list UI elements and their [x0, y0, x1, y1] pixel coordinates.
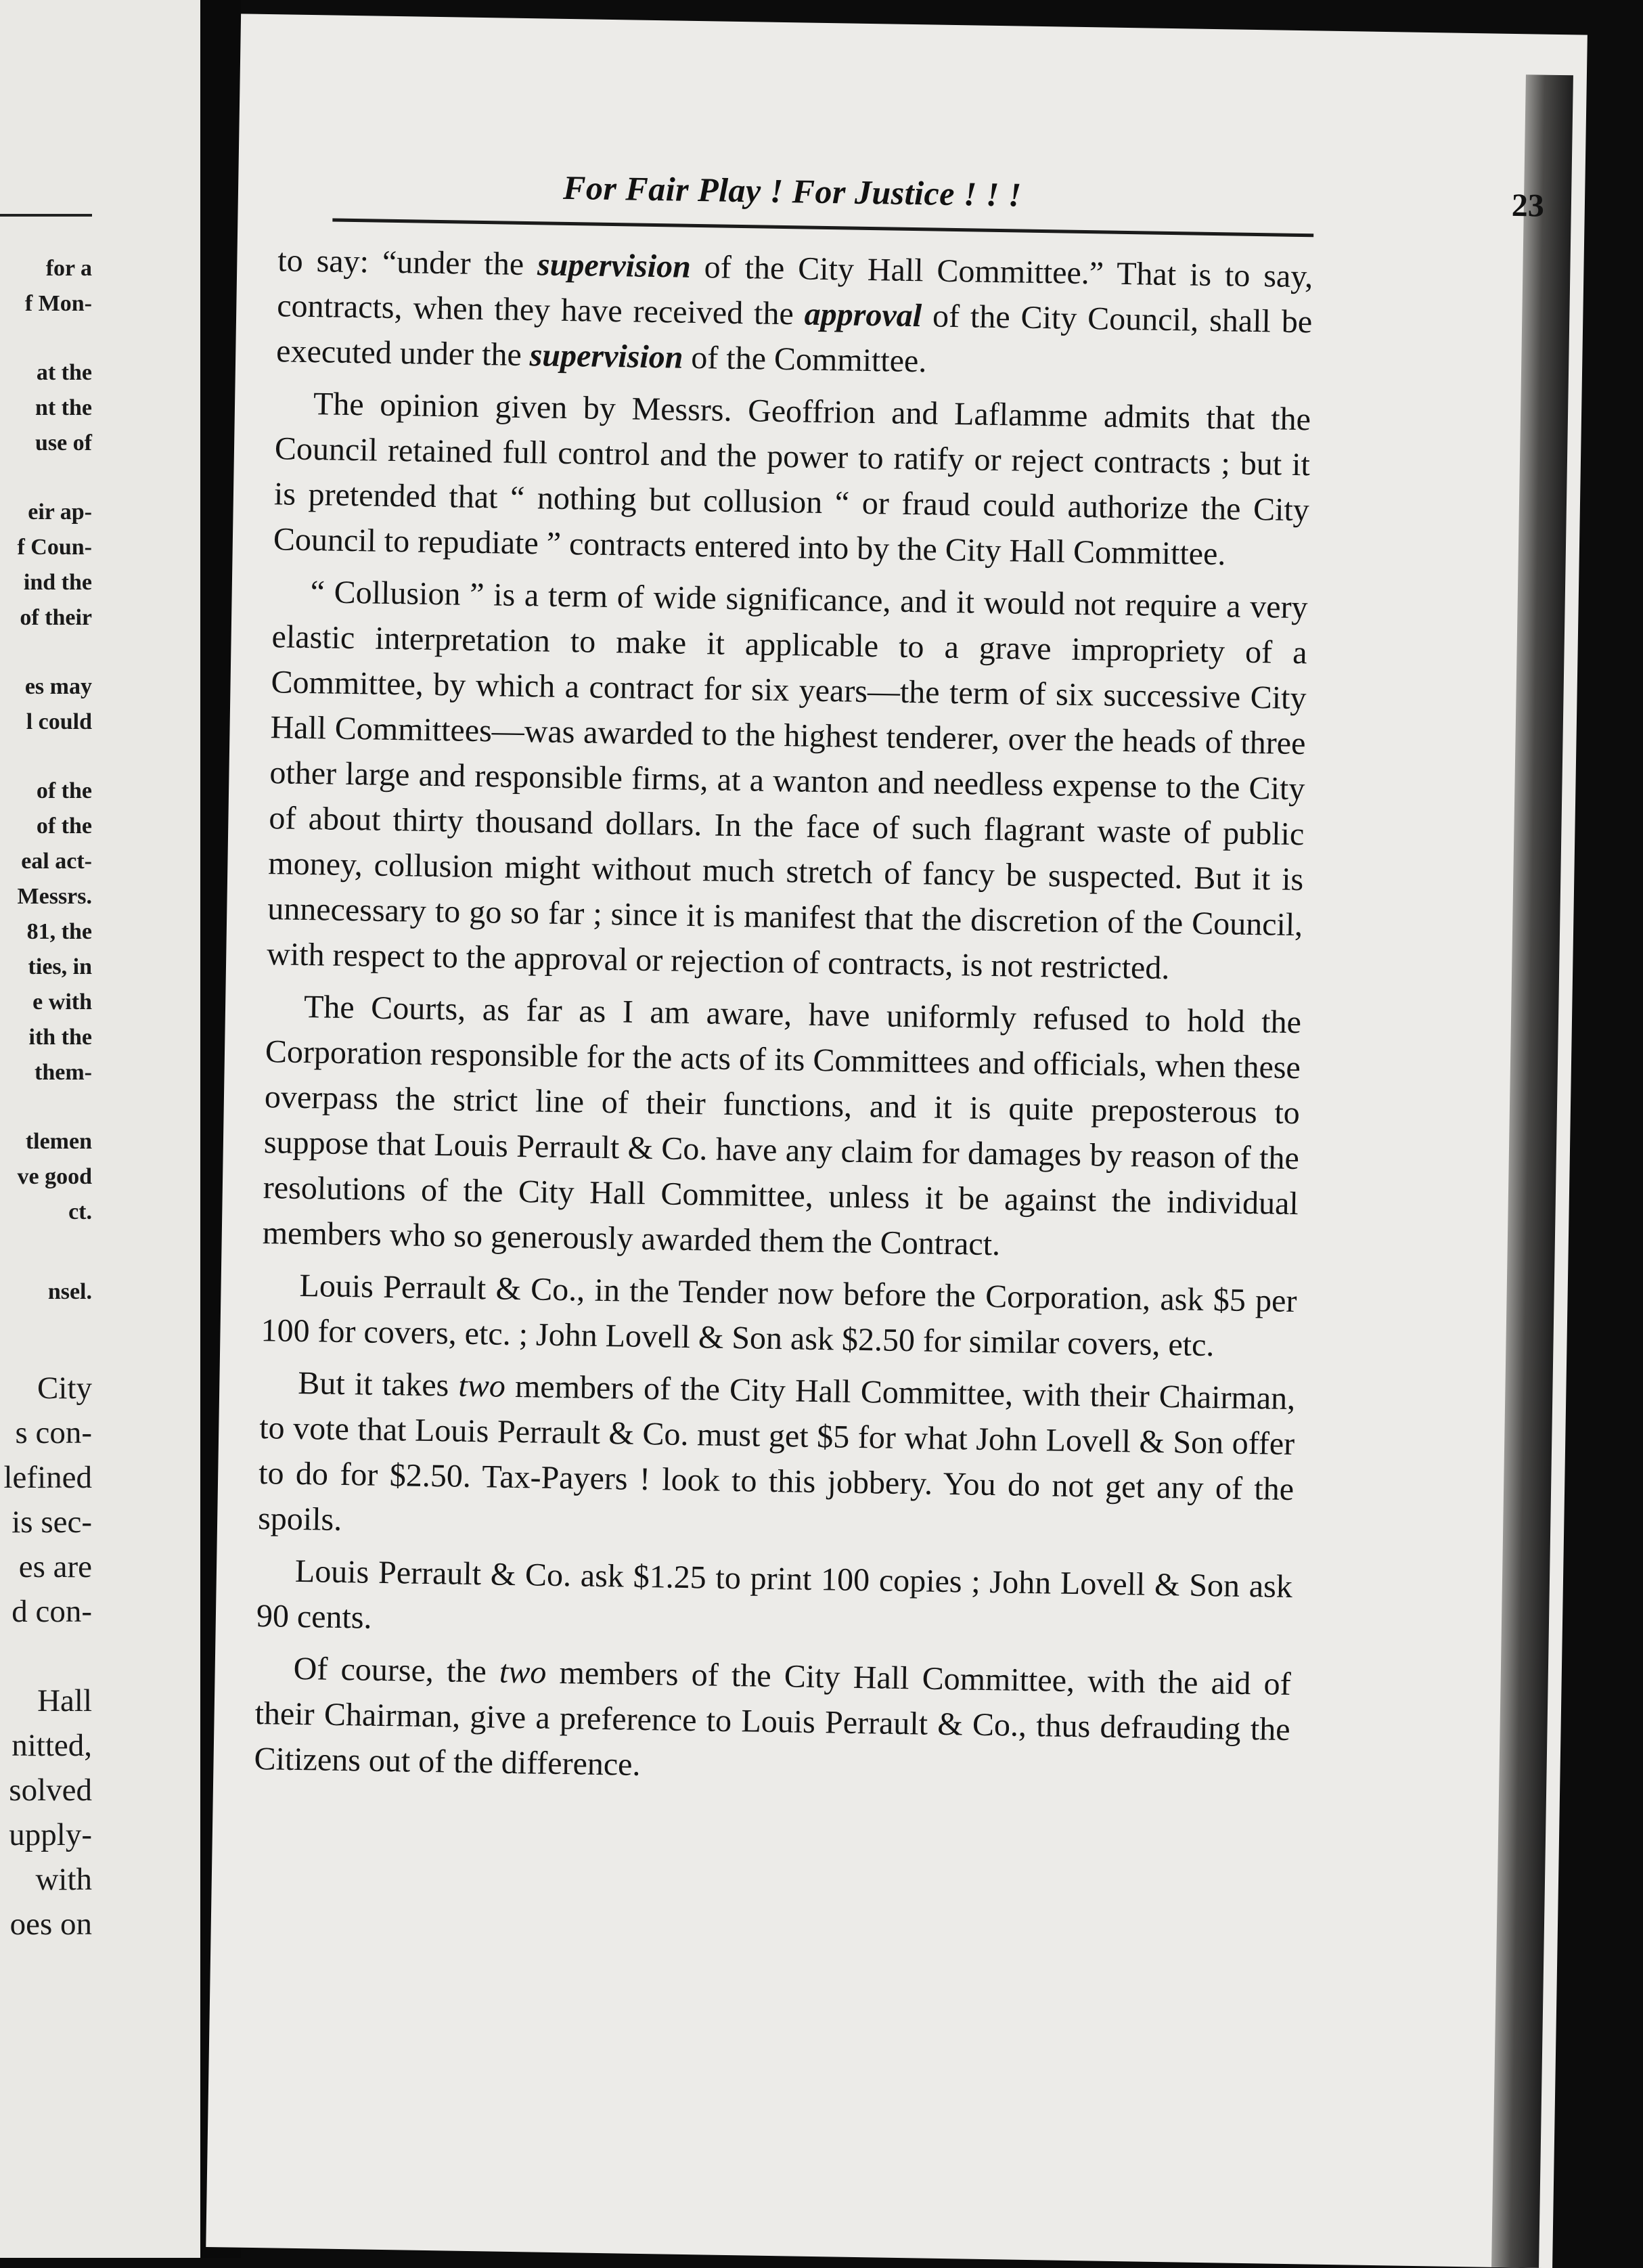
body-text	[254, 238, 1313, 1804]
paragraph-1	[276, 238, 1313, 390]
p1-text-a: to say: “under the	[277, 242, 538, 283]
left-page-rule	[0, 214, 92, 217]
left-page-fragment: ith the	[28, 1025, 92, 1050]
left-page-fragment: with	[35, 1862, 92, 1897]
left-page-fragment: of their	[20, 605, 92, 630]
left-page-fragment: nitted,	[12, 1728, 92, 1763]
left-page-fragment: eal act-	[21, 849, 92, 874]
left-page-fragment: 81, the	[26, 919, 92, 944]
left-page-fragment: ties, in	[28, 954, 92, 979]
left-page-fragment: at the	[36, 360, 92, 385]
left-page-fragment: ct.	[68, 1199, 92, 1224]
p6-text-c: members of the City Hall Committee, with their Chairman, to vote that Louis Perrault & Co. must get $5 for what John Lovell & Son offer to do for $2.50. Tax-Payers ! look to this jobbery. You do not get any of the spoils.	[257, 1368, 1296, 1538]
p8-text-a: Of course, the	[293, 1650, 500, 1690]
running-title: For Fair Play ! For Justice ! ! !	[562, 168, 1022, 214]
left-page-fragment: Hall	[37, 1683, 92, 1718]
left-page-fragment: tlemen	[25, 1129, 92, 1154]
paragraph-7: Louis Perrault & Co. ask $1.25 to print 100 copies ; John Lovell & Son ask 90 cents.	[256, 1553, 1293, 1636]
left-page-fragment: them-	[35, 1060, 92, 1085]
page-edge-shadow	[1491, 74, 1573, 2268]
left-page-fragment: of the	[36, 778, 92, 803]
left-page-fragment: ve good	[17, 1164, 92, 1189]
paragraph-4: The Courts, as far as I am aware, have uniformly refused to hold the Corporation responsible for the acts of its Committees and officials, when these overpass the strict line of their functions, and it is quite preposterous to suppose that Louis Perrault & Co. have any claim for damages by reason of the resolutions of the City Hall Committee, unless it be against the individual members who so generously awarded them the Contract.	[262, 989, 1302, 1263]
p1-text-g: of the Committee.	[683, 339, 927, 380]
main-page	[206, 14, 1588, 2268]
p6-italic-two: two	[458, 1367, 506, 1404]
left-page-fragment: ind the	[23, 570, 92, 595]
left-page-fragment: d con-	[12, 1594, 92, 1629]
left-page-fragment: es are	[18, 1549, 92, 1584]
left-page-fragment: for a	[45, 256, 92, 281]
paragraph-3: “ Collusion ” is a term of wide significance, and it would not require a very elastic interpretation to make it applicable to a grave impropriety of a Committee, by which a contract for six years—the term of six successive City Hall Committees—was awarded to the highest tenderer, over the heads of three other large and responsible firms, at a wanton and needless expense to the City of about thirty thousand dollars. In the face of such flagrant waste of public money, collusion might without much stretch of fancy be suspected. But it is unnecessary to go so far ; since it is manifest that the discretion of the Council, with respect to the approval or rejection of contracts, is not restricted.	[266, 574, 1308, 987]
left-page-fragment: nsel.	[47, 1279, 92, 1304]
left-page-fragment: City	[37, 1371, 92, 1406]
left-page-fragment: es may	[24, 674, 92, 699]
page-number: 23	[1511, 187, 1545, 224]
left-page-fragment: s con-	[15, 1415, 92, 1450]
left-page-fragment: Messrs.	[17, 884, 92, 909]
left-page-fragment: f Mon-	[24, 291, 92, 316]
left-page-fragment: upply-	[9, 1817, 92, 1852]
running-head	[563, 168, 1545, 231]
left-page-fragment: eir ap-	[28, 499, 92, 525]
p1-emph-approval: approval	[804, 296, 922, 334]
p1-emph-supervision: supervision	[537, 246, 692, 285]
p8-text-c: members of the City Hall Committee, with the aid of their Chairman, give a preference to Louis Perrault & Co., thus defrauding the Citizens out of the difference.	[254, 1654, 1291, 1783]
paragraph-2: The opinion given by Messrs. Geoffrion and Laflamme admits that the Council retained full control and the power to ratify or reject contracts ; but it is pretended that “ nothing but collusion “ or fraud could authorize the City Council to repudiate ” contracts entered into by the City Hall Committee.	[273, 386, 1311, 573]
left-page-fragment: is sec-	[12, 1505, 92, 1540]
left-page-fragment: use of	[35, 430, 92, 455]
p8-italic-two: two	[499, 1653, 547, 1691]
left-page-fragment: f Coun-	[17, 535, 92, 560]
left-page-fragment: solved	[9, 1773, 92, 1808]
paragraph-6	[258, 1360, 1296, 1557]
p1-text-c: of the City Hall Committee.” That is to say, contracts, when they have received the	[276, 248, 1313, 332]
left-facing-page	[0, 0, 200, 2258]
left-page-fragment: e with	[32, 990, 92, 1015]
left-page-fragment: of the	[36, 814, 92, 839]
left-page-fragment: nt the	[35, 395, 92, 420]
paragraph-5: Louis Perrault & Co., in the Tender now before the Corporation, ask $5 per 100 for covers, etc. ; John Lovell & Son ask $2.50 for similar covers, etc.	[261, 1267, 1297, 1364]
left-page-fragment: l could	[26, 709, 92, 734]
p1-emph-supervision-2: supervision	[529, 337, 683, 376]
left-page-fragment: oes on	[9, 1907, 92, 1942]
p6-text-a: But it takes	[297, 1364, 459, 1404]
left-page-fragment: lefined	[3, 1460, 92, 1495]
p1-text-e: of the City Council, shall be executed under the	[275, 298, 1313, 374]
paragraph-8	[254, 1645, 1291, 1798]
